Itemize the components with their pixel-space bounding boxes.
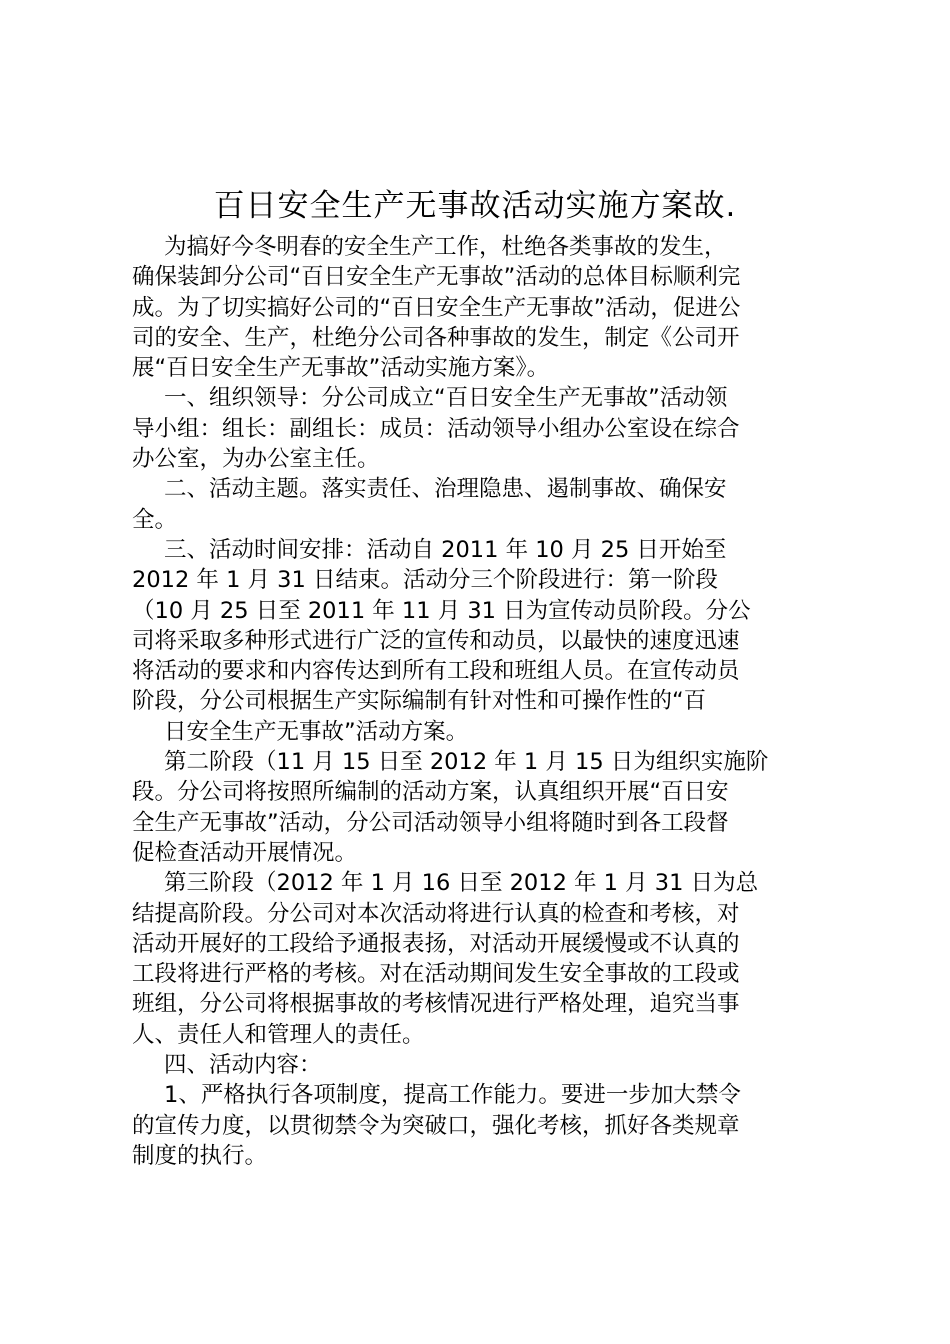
text-line: 促检查活动开展情况。 (132, 839, 358, 866)
text-line: 第三阶段（2012 年 1 月 16 日至 2012 年 1 月 31 日为总 (164, 870, 759, 897)
text-line: 展“百日安全生产无事故”活动实施方案》。 (132, 355, 550, 382)
text-line: 一、组织领导：分公司成立“百日安全生产无事故”活动领 (164, 385, 728, 412)
text-line: 段。分公司将按照所编制的活动方案，认真组织开展“百日安 (132, 779, 729, 806)
text-line: 工段将进行严格的考核。对在活动期间发生安全事故的工段或 (132, 961, 740, 988)
text-line: 的宣传力度，以贯彻禁令为突破口，强化考核，抓好各类规章 (132, 1112, 740, 1139)
text-line: 为搞好今冬明春的安全生产工作，杜绝各类事故的发生， (164, 234, 727, 260)
text-line: 日安全生产无事故”活动方案。 (164, 718, 469, 745)
document-title: 百日安全生产无事故活动实施方案故. (213, 188, 737, 224)
text-line: 确保装卸分公司“百日安全生产无事故”活动的总体目标顺利完 (132, 264, 741, 291)
text-line: 全生产无事故”活动，分公司活动领导小组将随时到各工段督 (132, 809, 729, 836)
text-line: 制度的执行。 (132, 1142, 268, 1169)
text-line: 将活动的要求和内容传达到所有工段和班组人员。在宣传动员 (132, 658, 740, 685)
text-line: 阶段，分公司根据生产实际编制有针对性和可操作性的“百 (132, 688, 707, 715)
text-line: 结提高阶段。分公司对本次活动将进行认真的检查和考核，对 (132, 900, 740, 927)
text-line: 全。 (132, 506, 178, 533)
text-line: 四、活动内容： (164, 1052, 322, 1079)
text-line: （10 月 25 日至 2011 年 11 月 31 日为宣传动员阶段。分公 (132, 597, 751, 624)
text-line: 三、活动时间安排：活动自 2011 年 10 月 25 日开始至 (164, 536, 727, 563)
text-line: 班组，分公司将根据事故的考核情况进行严格处理，追究当事 (132, 991, 740, 1018)
text-line: 2012 年 1 月 31 日结束。活动分三个阶段进行：第一阶段 (132, 567, 718, 594)
text-line: 二、活动主题。落实责任、治理隐患、遏制事故、确保安 (164, 476, 727, 503)
text-line: 活动开展好的工段给予通报表扬，对活动开展缓慢或不认真的 (132, 930, 740, 957)
text-line: 司将采取多种形式进行广泛的宣传和动员，以最快的速度迅速 (132, 627, 740, 654)
text-line: 第二阶段（11 月 15 日至 2012 年 1 月 15 日为组织实施阶 (164, 749, 769, 776)
text-line: 办公室，为办公室主任。 (132, 446, 380, 473)
text-line: 成。为了切实搞好公司的“百日安全生产无事故”活动，促进公 (132, 294, 741, 321)
text-line: 人、责任人和管理人的责任。 (132, 1021, 425, 1048)
text-line: 导小组：组长：副组长：成员：活动领导小组办公室设在综合 (132, 415, 740, 442)
text-line: 司的安全、生产，杜绝分公司各种事故的发生，制定《公司开 (132, 324, 740, 351)
text-line: 1、严格执行各项制度，提高工作能力。要进一步加大禁令 (164, 1082, 741, 1109)
document-body (132, 232, 832, 1171)
